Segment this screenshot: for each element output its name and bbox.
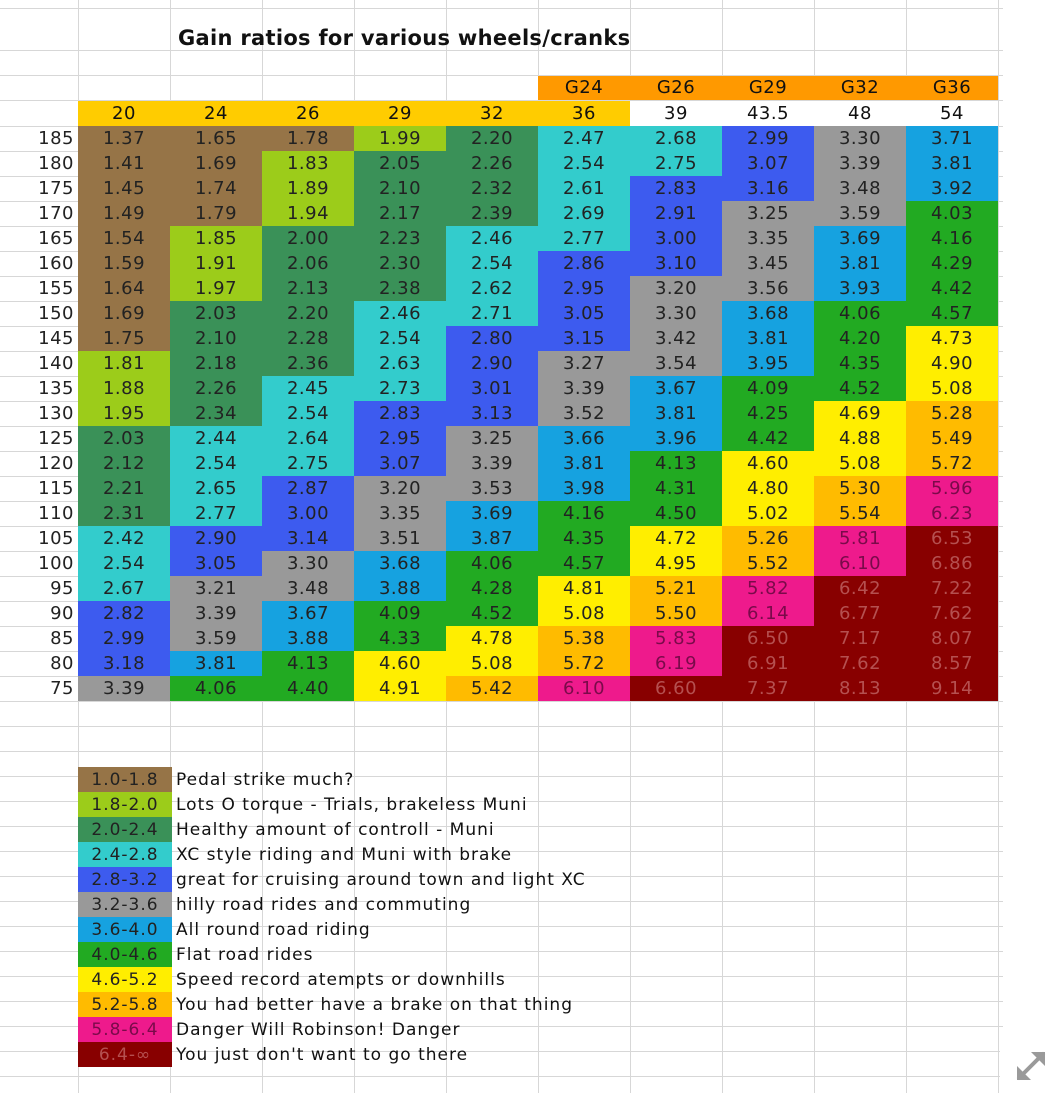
crank-length-label: 120 xyxy=(38,452,74,474)
gain-ratio-cell: 3.52 xyxy=(538,401,630,426)
gain-ratio-cell: 2.36 xyxy=(262,351,354,376)
wheel-size-header-cell: 29 xyxy=(354,101,446,126)
gain-ratio-cell: 3.67 xyxy=(630,376,722,401)
gain-ratio-cell: 3.18 xyxy=(78,651,170,676)
gain-ratio-cell: 2.99 xyxy=(78,626,170,651)
gain-ratio-cell: 5.08 xyxy=(538,601,630,626)
gain-ratio-cell: 3.07 xyxy=(354,451,446,476)
crank-length-label: 100 xyxy=(38,552,74,574)
gain-ratio-cell: 4.52 xyxy=(814,376,906,401)
legend-range-swatch: 5.2-5.8 xyxy=(78,992,172,1017)
legend-range-swatch: 1.0-1.8 xyxy=(78,767,172,792)
gain-ratio-cell: 4.90 xyxy=(906,351,998,376)
gain-ratio-cell: 2.12 xyxy=(78,451,170,476)
group-header-cell: G24 xyxy=(538,76,630,100)
gain-ratio-cell: 4.57 xyxy=(538,551,630,576)
gain-ratio-cell: 3.39 xyxy=(538,376,630,401)
gain-ratio-cell: 6.14 xyxy=(722,601,814,626)
gain-ratio-cell: 5.50 xyxy=(630,601,722,626)
wheel-size-header-cell: 48 xyxy=(814,101,906,126)
gain-ratio-cell: 3.25 xyxy=(446,426,538,451)
gain-ratio-cell: 2.54 xyxy=(262,401,354,426)
gain-ratio-cell: 2.23 xyxy=(354,226,446,251)
gain-ratio-cell: 5.08 xyxy=(446,651,538,676)
gain-ratio-cell: 3.88 xyxy=(262,626,354,651)
gain-ratio-cell: 2.05 xyxy=(354,151,446,176)
legend-range-swatch: 4.6-5.2 xyxy=(78,967,172,992)
gain-ratio-cell: 4.52 xyxy=(446,601,538,626)
gain-ratio-cell: 4.57 xyxy=(906,301,998,326)
crank-length-label: 130 xyxy=(38,402,74,424)
gain-ratio-cell: 5.42 xyxy=(446,676,538,701)
gain-ratio-cell: 2.17 xyxy=(354,201,446,226)
gain-ratio-cell: 4.72 xyxy=(630,526,722,551)
legend-description: XC style riding and Muni with brake xyxy=(176,844,513,865)
gain-ratio-cell: 2.28 xyxy=(262,326,354,351)
gain-ratio-cell: 3.98 xyxy=(538,476,630,501)
crank-length-label: 155 xyxy=(38,277,74,299)
gain-ratio-cell: 3.07 xyxy=(722,151,814,176)
gain-ratio-cell: 4.13 xyxy=(262,651,354,676)
legend-description: Lots O torque - Trials, brakeless Muni xyxy=(176,794,528,815)
sheet-title: Gain ratios for various wheels/cranks xyxy=(178,26,631,50)
gain-ratio-cell: 2.10 xyxy=(354,176,446,201)
gain-ratio-cell: 4.20 xyxy=(814,326,906,351)
gain-ratio-cell: 4.06 xyxy=(446,551,538,576)
gain-ratio-cell: 9.14 xyxy=(906,676,998,701)
crank-length-label: 85 xyxy=(50,627,74,649)
gain-ratio-cell: 1.54 xyxy=(78,226,170,251)
legend-range-swatch: 5.8-6.4 xyxy=(78,1017,172,1042)
gain-ratio-cell: 6.23 xyxy=(906,501,998,526)
gain-ratio-cell: 4.35 xyxy=(538,526,630,551)
gain-ratio-cell: 2.87 xyxy=(262,476,354,501)
gain-ratio-cell: 2.86 xyxy=(538,251,630,276)
gain-ratio-cell: 3.16 xyxy=(722,176,814,201)
gain-ratio-cell: 3.13 xyxy=(446,401,538,426)
gain-ratio-cell: 2.77 xyxy=(538,226,630,251)
gain-ratio-cell: 3.39 xyxy=(814,151,906,176)
gain-ratio-cell: 6.19 xyxy=(630,651,722,676)
gain-ratio-cell: 5.82 xyxy=(722,576,814,601)
gain-ratio-cell: 3.66 xyxy=(538,426,630,451)
gain-ratio-cell: 8.07 xyxy=(906,626,998,651)
gain-ratio-cell: 2.34 xyxy=(170,401,262,426)
gain-ratio-cell: 5.72 xyxy=(906,451,998,476)
gain-ratio-cell: 3.56 xyxy=(722,276,814,301)
gain-ratio-cell: 3.69 xyxy=(446,501,538,526)
gain-ratio-cell: 3.42 xyxy=(630,326,722,351)
gain-ratio-cell: 3.25 xyxy=(722,201,814,226)
gain-ratio-cell: 4.40 xyxy=(262,676,354,701)
gain-ratio-cell: 3.81 xyxy=(170,651,262,676)
crank-length-label: 90 xyxy=(50,602,74,624)
gain-ratio-cell: 1.91 xyxy=(170,251,262,276)
gain-ratio-cell: 3.39 xyxy=(78,676,170,701)
gain-ratio-cell: 2.47 xyxy=(538,126,630,151)
gain-ratio-cell: 5.81 xyxy=(814,526,906,551)
expand-diagonal-arrows-icon xyxy=(1009,1044,1053,1088)
gain-ratio-cell: 4.06 xyxy=(814,301,906,326)
gain-ratio-cell: 5.38 xyxy=(538,626,630,651)
gain-ratio-cell: 7.62 xyxy=(814,651,906,676)
legend-description: All round road riding xyxy=(176,919,371,940)
gain-ratio-cell: 2.26 xyxy=(170,376,262,401)
gain-ratio-cell: 1.64 xyxy=(78,276,170,301)
gain-ratio-cell: 3.05 xyxy=(170,551,262,576)
legend-range-swatch: 3.6-4.0 xyxy=(78,917,172,942)
gain-ratio-cell: 2.80 xyxy=(446,326,538,351)
gain-ratio-cell: 2.69 xyxy=(538,201,630,226)
gain-ratio-cell: 1.83 xyxy=(262,151,354,176)
gain-ratio-cell: 1.94 xyxy=(262,201,354,226)
gain-ratio-cell: 4.80 xyxy=(722,476,814,501)
gain-ratio-cell: 3.95 xyxy=(722,351,814,376)
gain-ratio-cell: 3.71 xyxy=(906,126,998,151)
gain-ratio-cell: 3.67 xyxy=(262,601,354,626)
gain-ratio-cell: 2.90 xyxy=(446,351,538,376)
gain-ratio-cell: 8.13 xyxy=(814,676,906,701)
gain-ratio-cell: 5.54 xyxy=(814,501,906,526)
crank-length-label: 175 xyxy=(38,177,74,199)
legend-description: Flat road rides xyxy=(176,944,314,965)
gain-ratio-cell: 2.95 xyxy=(354,426,446,451)
legend-description: Pedal strike much? xyxy=(176,769,355,790)
gain-ratio-cell: 2.45 xyxy=(262,376,354,401)
gain-ratio-cell: 4.78 xyxy=(446,626,538,651)
gain-ratio-cell: 3.10 xyxy=(630,251,722,276)
gain-ratio-cell: 4.25 xyxy=(722,401,814,426)
gain-ratio-cell: 5.96 xyxy=(906,476,998,501)
gain-ratio-cell: 5.21 xyxy=(630,576,722,601)
gain-ratio-cell: 3.81 xyxy=(814,251,906,276)
gain-ratio-cell: 3.05 xyxy=(538,301,630,326)
gain-ratio-cell: 2.38 xyxy=(354,276,446,301)
legend-description: great for cruising around town and light XC xyxy=(176,869,586,890)
gain-ratio-cell: 2.10 xyxy=(170,326,262,351)
gain-ratio-cell: 6.60 xyxy=(630,676,722,701)
legend-description: Speed record atempts or downhills xyxy=(176,969,506,990)
wheel-size-header-cell: 43.5 xyxy=(722,101,814,126)
expand-button[interactable] xyxy=(1000,1038,1062,1093)
gain-ratio-cell: 1.99 xyxy=(354,126,446,151)
gain-ratio-cell: 2.46 xyxy=(354,301,446,326)
wheel-size-header-cell: 24 xyxy=(170,101,262,126)
gain-ratio-cell: 4.33 xyxy=(354,626,446,651)
crank-length-label: 140 xyxy=(38,352,74,374)
gain-ratio-cell: 4.16 xyxy=(906,226,998,251)
gain-ratio-cell: 4.60 xyxy=(722,451,814,476)
gain-ratio-cell: 2.77 xyxy=(170,501,262,526)
gain-ratio-cell: 4.91 xyxy=(354,676,446,701)
gain-ratio-cell: 2.54 xyxy=(446,251,538,276)
gain-ratio-cell: 2.26 xyxy=(446,151,538,176)
gain-ratio-cell: 2.65 xyxy=(170,476,262,501)
crank-length-label: 110 xyxy=(38,502,74,524)
gain-ratio-cell: 6.50 xyxy=(722,626,814,651)
gain-ratio-cell: 4.09 xyxy=(722,376,814,401)
gain-ratio-cell: 3.14 xyxy=(262,526,354,551)
gain-ratio-cell: 2.75 xyxy=(630,151,722,176)
gain-ratio-cell: 2.61 xyxy=(538,176,630,201)
gain-ratio-cell: 5.52 xyxy=(722,551,814,576)
gain-ratio-cell: 4.60 xyxy=(354,651,446,676)
gain-ratio-cell: 2.67 xyxy=(78,576,170,601)
gain-ratio-cell: 3.45 xyxy=(722,251,814,276)
gain-ratio-cell: 2.75 xyxy=(262,451,354,476)
group-header-cell: G26 xyxy=(630,76,722,100)
gain-ratio-cell: 3.68 xyxy=(722,301,814,326)
crank-length-label: 165 xyxy=(38,227,74,249)
gain-ratio-cell: 3.39 xyxy=(446,451,538,476)
gain-ratio-cell: 2.82 xyxy=(78,601,170,626)
wheel-size-header-cell: 39 xyxy=(630,101,722,126)
gain-ratio-cell: 1.85 xyxy=(170,226,262,251)
gain-ratio-cell: 8.57 xyxy=(906,651,998,676)
gain-ratio-cell: 1.69 xyxy=(78,301,170,326)
legend-range-swatch: 2.8-3.2 xyxy=(78,867,172,892)
gain-ratio-cell: 2.62 xyxy=(446,276,538,301)
gain-ratio-cell: 4.31 xyxy=(630,476,722,501)
gain-ratio-cell: 2.68 xyxy=(630,126,722,151)
gain-ratio-cell: 4.69 xyxy=(814,401,906,426)
gain-ratio-cell: 2.06 xyxy=(262,251,354,276)
legend-range-swatch: 3.2-3.6 xyxy=(78,892,172,917)
legend-range-swatch: 2.4-2.8 xyxy=(78,842,172,867)
gain-ratio-cell: 6.91 xyxy=(722,651,814,676)
gain-ratio-cell: 7.22 xyxy=(906,576,998,601)
gain-ratio-cell: 3.30 xyxy=(814,126,906,151)
gain-ratio-cell: 6.86 xyxy=(906,551,998,576)
crank-length-label: 145 xyxy=(38,327,74,349)
gain-ratio-cell: 2.39 xyxy=(446,201,538,226)
wheel-size-header-cell: 32 xyxy=(446,101,538,126)
legend-range-swatch: 4.0-4.6 xyxy=(78,942,172,967)
gain-ratio-cell: 3.69 xyxy=(814,226,906,251)
gain-ratio-cell: 3.88 xyxy=(354,576,446,601)
gain-ratio-cell: 3.20 xyxy=(630,276,722,301)
gain-ratio-cell: 3.20 xyxy=(354,476,446,501)
gain-ratio-cell: 4.88 xyxy=(814,426,906,451)
gain-ratio-cell: 3.00 xyxy=(262,501,354,526)
gain-ratio-cell: 1.88 xyxy=(78,376,170,401)
gain-ratio-cell: 4.42 xyxy=(906,276,998,301)
gain-ratio-cell: 5.72 xyxy=(538,651,630,676)
legend-description: You had better have a brake on that thing xyxy=(176,994,573,1015)
gain-ratio-cell: 4.35 xyxy=(814,351,906,376)
gain-ratio-cell: 1.45 xyxy=(78,176,170,201)
gain-ratio-cell: 3.53 xyxy=(446,476,538,501)
gain-ratio-cell: 4.06 xyxy=(170,676,262,701)
gain-ratio-cell: 3.35 xyxy=(354,501,446,526)
group-header-cell: G29 xyxy=(722,76,814,100)
crank-length-label: 170 xyxy=(38,202,74,224)
gain-ratio-cell: 4.73 xyxy=(906,326,998,351)
gain-ratio-cell: 7.62 xyxy=(906,601,998,626)
gain-ratio-cell: 4.95 xyxy=(630,551,722,576)
gain-ratio-cell: 1.97 xyxy=(170,276,262,301)
gain-ratio-cell: 3.81 xyxy=(906,151,998,176)
gain-ratio-cell: 2.21 xyxy=(78,476,170,501)
crank-length-label: 185 xyxy=(38,127,74,149)
gain-ratio-cell: 2.32 xyxy=(446,176,538,201)
gain-ratio-cell: 4.81 xyxy=(538,576,630,601)
gain-ratio-cell: 5.26 xyxy=(722,526,814,551)
gain-ratio-cell: 2.64 xyxy=(262,426,354,451)
gain-ratio-cell: 1.49 xyxy=(78,201,170,226)
group-header-cell: G32 xyxy=(814,76,906,100)
gain-ratio-cell: 3.51 xyxy=(354,526,446,551)
legend-description: You just don't want to go there xyxy=(176,1044,469,1065)
gain-ratio-cell: 3.81 xyxy=(630,401,722,426)
gain-ratio-cell: 7.17 xyxy=(814,626,906,651)
gain-ratio-cell: 2.00 xyxy=(262,226,354,251)
gain-ratio-cell: 3.15 xyxy=(538,326,630,351)
gain-ratio-cell: 5.02 xyxy=(722,501,814,526)
gain-ratio-cell: 2.54 xyxy=(538,151,630,176)
gain-ratio-cell: 2.54 xyxy=(354,326,446,351)
gain-ratio-cell: 3.01 xyxy=(446,376,538,401)
legend-description: Healthy amount of controll - Muni xyxy=(176,819,495,840)
gain-ratio-cell: 5.83 xyxy=(630,626,722,651)
legend-description: Danger Will Robinson! Danger xyxy=(176,1019,461,1040)
gain-ratio-cell: 1.59 xyxy=(78,251,170,276)
legend-range-swatch: 2.0-2.4 xyxy=(78,817,172,842)
gain-ratio-cell: 2.13 xyxy=(262,276,354,301)
wheel-size-header-cell: 26 xyxy=(262,101,354,126)
crank-length-label: 135 xyxy=(38,377,74,399)
gain-ratio-cell: 2.83 xyxy=(354,401,446,426)
gain-ratio-cell: 5.30 xyxy=(814,476,906,501)
gain-ratio-cell: 2.03 xyxy=(78,426,170,451)
wheel-size-header-cell: 36 xyxy=(538,101,630,126)
gain-ratio-cell: 4.42 xyxy=(722,426,814,451)
wheel-size-header-cell: 54 xyxy=(906,101,998,126)
gain-ratio-cell: 3.00 xyxy=(630,226,722,251)
gain-ratio-cell: 3.48 xyxy=(814,176,906,201)
gain-ratio-cell: 1.79 xyxy=(170,201,262,226)
gain-ratio-cell: 2.18 xyxy=(170,351,262,376)
gain-ratio-cell: 2.54 xyxy=(78,551,170,576)
gain-ratio-cell: 2.42 xyxy=(78,526,170,551)
gain-ratio-cell: 1.37 xyxy=(78,126,170,151)
gain-ratio-cell: 2.30 xyxy=(354,251,446,276)
gain-ratio-cell: 2.54 xyxy=(170,451,262,476)
gain-ratio-cell: 5.08 xyxy=(906,376,998,401)
gain-ratio-cell: 4.13 xyxy=(630,451,722,476)
gain-ratio-cell: 5.49 xyxy=(906,426,998,451)
gain-ratio-cell: 3.54 xyxy=(630,351,722,376)
gain-ratio-cell: 2.20 xyxy=(262,301,354,326)
legend-range-swatch: 1.8-2.0 xyxy=(78,792,172,817)
gain-ratio-cell: 2.90 xyxy=(170,526,262,551)
crank-length-label: 125 xyxy=(38,427,74,449)
gain-ratio-cell: 3.39 xyxy=(170,601,262,626)
gain-ratio-cell: 3.81 xyxy=(722,326,814,351)
gain-ratio-cell: 3.87 xyxy=(446,526,538,551)
gain-ratio-cell: 3.59 xyxy=(170,626,262,651)
crank-length-label: 95 xyxy=(50,577,74,599)
crank-length-label: 75 xyxy=(50,677,74,699)
gain-ratio-cell: 3.68 xyxy=(354,551,446,576)
gain-ratio-cell: 4.29 xyxy=(906,251,998,276)
gain-ratio-cell: 1.74 xyxy=(170,176,262,201)
gain-ratio-cell: 3.48 xyxy=(262,576,354,601)
crank-length-label: 105 xyxy=(38,527,74,549)
crank-length-label: 150 xyxy=(38,302,74,324)
gain-ratio-cell: 3.96 xyxy=(630,426,722,451)
gain-ratio-cell: 2.73 xyxy=(354,376,446,401)
group-header-cell: G36 xyxy=(906,76,998,100)
gain-ratio-cell: 1.78 xyxy=(262,126,354,151)
gain-ratio-cell: 1.75 xyxy=(78,326,170,351)
gain-ratio-cell: 6.53 xyxy=(906,526,998,551)
gain-ratio-cell: 6.10 xyxy=(538,676,630,701)
crank-length-label: 115 xyxy=(38,477,74,499)
gain-ratio-cell: 2.95 xyxy=(538,276,630,301)
gain-ratio-cell: 2.44 xyxy=(170,426,262,451)
gain-ratio-cell: 3.35 xyxy=(722,226,814,251)
gain-ratio-cell: 4.09 xyxy=(354,601,446,626)
gain-ratio-cell: 1.41 xyxy=(78,151,170,176)
gain-ratio-cell: 2.63 xyxy=(354,351,446,376)
gain-ratio-cell: 2.31 xyxy=(78,501,170,526)
gain-ratio-cell: 2.03 xyxy=(170,301,262,326)
gain-ratio-cell: 2.91 xyxy=(630,201,722,226)
crank-length-label: 180 xyxy=(38,152,74,174)
gain-ratio-cell: 3.30 xyxy=(262,551,354,576)
gain-ratio-cell: 4.16 xyxy=(538,501,630,526)
gain-ratio-cell: 1.89 xyxy=(262,176,354,201)
gain-ratio-cell: 3.59 xyxy=(814,201,906,226)
gain-ratio-cell: 1.81 xyxy=(78,351,170,376)
crank-length-label: 80 xyxy=(50,652,74,674)
gain-ratio-cell: 2.46 xyxy=(446,226,538,251)
gain-ratio-cell: 5.08 xyxy=(814,451,906,476)
gain-ratio-cell: 6.77 xyxy=(814,601,906,626)
gain-ratio-cell: 4.28 xyxy=(446,576,538,601)
gain-ratio-cell: 3.21 xyxy=(170,576,262,601)
gain-ratio-cell: 6.42 xyxy=(814,576,906,601)
gain-ratio-cell: 1.65 xyxy=(170,126,262,151)
gain-ratio-cell: 3.92 xyxy=(906,176,998,201)
gain-ratio-cell: 5.28 xyxy=(906,401,998,426)
gain-ratio-cell: 1.95 xyxy=(78,401,170,426)
gain-ratio-cell: 4.50 xyxy=(630,501,722,526)
legend-range-swatch: 6.4-∞ xyxy=(78,1042,172,1067)
gain-ratio-cell: 2.71 xyxy=(446,301,538,326)
gain-ratio-cell: 7.37 xyxy=(722,676,814,701)
wheel-size-header-cell: 20 xyxy=(78,101,170,126)
gain-ratio-cell: 2.83 xyxy=(630,176,722,201)
gain-ratio-cell: 1.69 xyxy=(170,151,262,176)
crank-length-label: 160 xyxy=(38,252,74,274)
gain-ratio-cell: 3.30 xyxy=(630,301,722,326)
legend-description: hilly road rides and commuting xyxy=(176,894,472,915)
gain-ratio-cell: 3.81 xyxy=(538,451,630,476)
gain-ratio-cell: 3.93 xyxy=(814,276,906,301)
gain-ratio-cell: 3.27 xyxy=(538,351,630,376)
gain-ratio-cell: 2.20 xyxy=(446,126,538,151)
gain-ratio-cell: 2.99 xyxy=(722,126,814,151)
gain-ratio-cell: 4.03 xyxy=(906,201,998,226)
gain-ratio-cell: 6.10 xyxy=(814,551,906,576)
